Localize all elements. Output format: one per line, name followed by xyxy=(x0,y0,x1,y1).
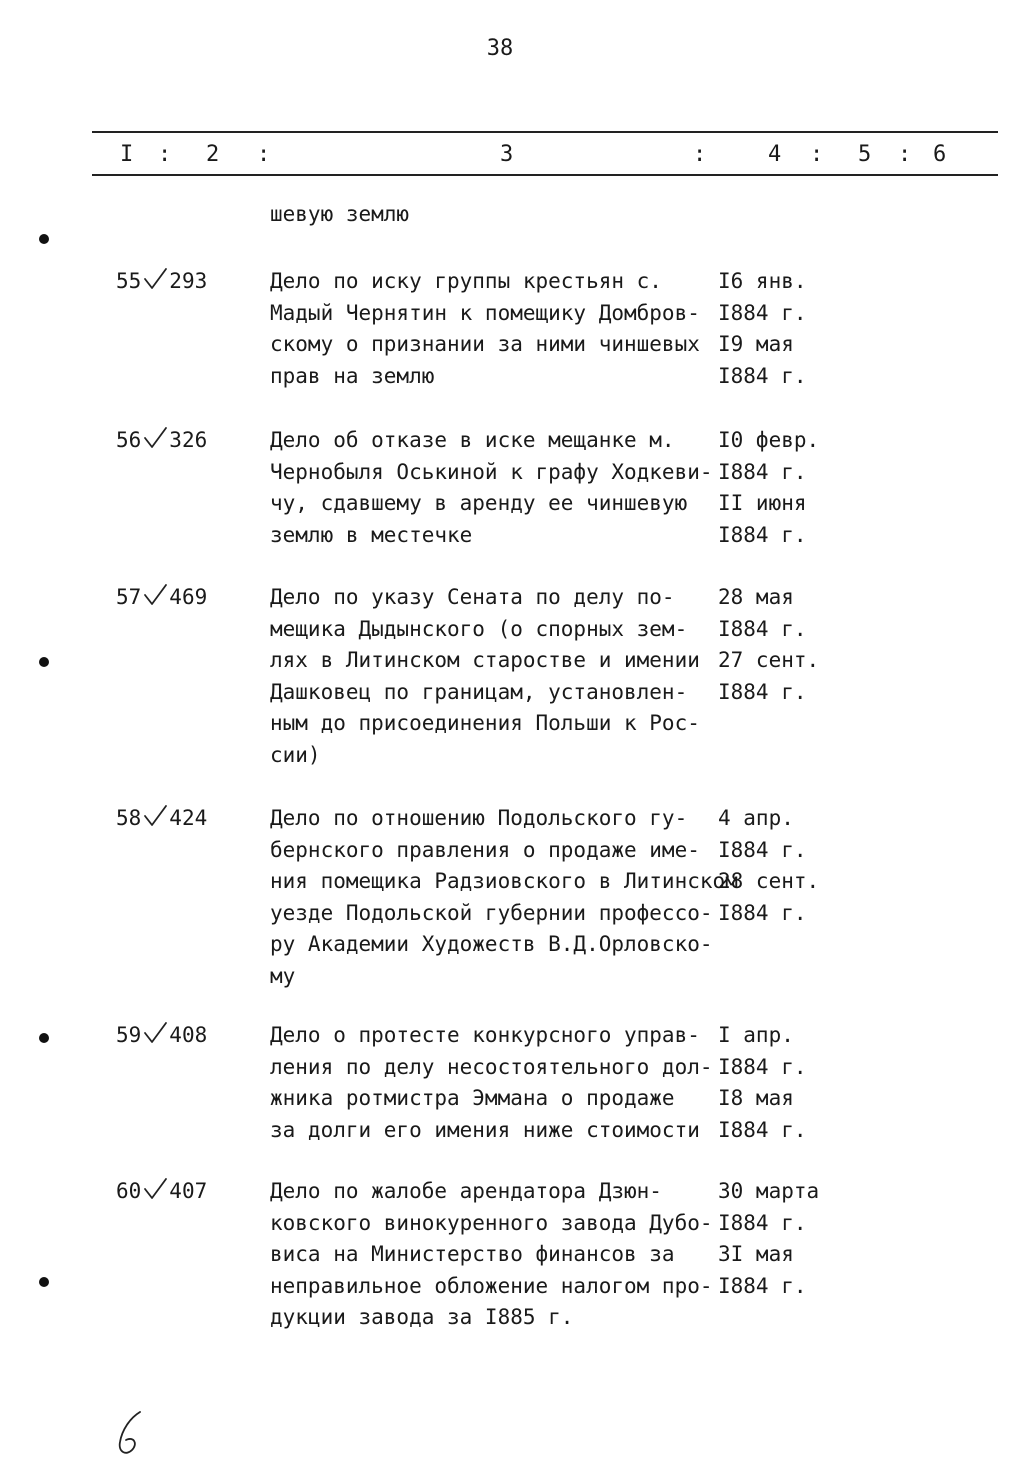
punch-hole xyxy=(39,1033,49,1043)
date-line: I884 г. xyxy=(718,1054,807,1079)
description-line: му xyxy=(270,963,296,988)
date-line: I884 г. xyxy=(718,363,807,388)
header-sep-4: : xyxy=(810,142,824,167)
punch-hole xyxy=(39,657,49,667)
date-line: I884 г. xyxy=(718,616,807,641)
checkmark-icon xyxy=(142,266,168,292)
entry-number: 58 xyxy=(116,806,142,830)
entry-number-cell xyxy=(116,425,207,456)
entry-number: 60 xyxy=(116,1179,142,1203)
entry-description xyxy=(270,1176,720,1334)
header-sep-2: : xyxy=(257,142,271,167)
table-header-top-rule xyxy=(92,131,998,133)
checkmark-icon xyxy=(142,1020,168,1046)
description-line: ления по делу несостоятельного дол- xyxy=(270,1054,713,1079)
date-line: I884 г. xyxy=(718,1117,807,1142)
checkmark-icon xyxy=(142,582,168,608)
header-sep-1: : xyxy=(158,142,172,167)
handwritten-b-glyph xyxy=(112,1408,152,1458)
entry-number: 59 xyxy=(116,1023,142,1047)
file-number: 293 xyxy=(169,269,208,293)
entry-dates xyxy=(718,582,878,708)
punch-hole xyxy=(39,234,49,244)
checkmark-icon xyxy=(142,803,168,829)
date-line: 30 марта xyxy=(718,1179,820,1203)
page-number: 38 xyxy=(486,36,514,61)
date-line: II июня xyxy=(718,491,807,515)
description-line: мещика Дыдынского (о спорных зем- xyxy=(270,616,688,641)
entry-number-cell xyxy=(116,266,207,297)
entry-number-cell xyxy=(116,1176,207,1207)
description-line: чу, сдавшему в аренду ее чиншевую xyxy=(270,491,688,515)
date-line: 28 сент. xyxy=(718,869,820,893)
description-line: ния помещика Радзиовского в Литинском xyxy=(270,869,738,893)
header-col-1: I xyxy=(120,142,134,167)
header-col-2: 2 xyxy=(206,142,220,167)
description-line: Чернобыля Оськиной к графу Ходкеви- xyxy=(270,459,713,484)
header-col-4: 4 xyxy=(768,142,782,167)
description-line: прав на землю xyxy=(270,363,435,388)
description-line: уезде Подольской губернии профессо- xyxy=(270,900,713,925)
date-line: 28 мая xyxy=(718,585,794,609)
description-line: жника ротмистра Эммана о продаже xyxy=(270,1086,675,1110)
description-line: неправильное обложение налогом про- xyxy=(270,1273,713,1298)
entry-dates xyxy=(718,1020,878,1146)
date-line: I0 февр. xyxy=(718,428,820,452)
date-line: I8 мая xyxy=(718,1086,794,1110)
header-col-3: 3 xyxy=(500,142,514,167)
entry-dates xyxy=(718,266,878,392)
date-line: I884 г. xyxy=(718,1273,807,1298)
description-line: Мадый Чернятин к помещику Домбров- xyxy=(270,300,700,325)
entry-dates xyxy=(718,1176,878,1302)
table-header-bottom-rule xyxy=(92,174,998,176)
entry-description xyxy=(270,803,738,992)
description-line: сии) xyxy=(270,742,321,767)
date-line: I884 г. xyxy=(718,1210,807,1235)
description-line: Дело по жалобе арендатора Дзюн- xyxy=(270,1179,662,1203)
date-line: 27 сент. xyxy=(718,648,820,672)
description-line: Дело об отказе в иске мещанке м. xyxy=(270,428,675,452)
date-line: 4 апр. xyxy=(718,806,794,830)
date-line: I884 г. xyxy=(718,300,807,325)
entry-description xyxy=(270,582,720,771)
header-col-5: 5 xyxy=(858,142,872,167)
description-line: землю в местечке xyxy=(270,522,473,547)
header-sep-5: : xyxy=(898,142,912,167)
description-line: ным до присоединения Польши к Рос- xyxy=(270,711,700,735)
entry-number: 57 xyxy=(116,585,142,609)
entry-description xyxy=(270,425,720,551)
header-sep-3: : xyxy=(693,142,707,167)
header-col-6: 6 xyxy=(933,142,947,167)
checkmark-icon xyxy=(142,1176,168,1202)
description-line: лях в Литинском старостве и имении xyxy=(270,648,700,672)
date-line: I884 г. xyxy=(718,522,807,547)
description-line: Дело по отношению Подольского гу- xyxy=(270,806,688,830)
entry-dates xyxy=(718,803,878,929)
description-line: скому о признании за ними чиншевых xyxy=(270,332,700,356)
file-number: 407 xyxy=(169,1179,208,1203)
description-line: Дело о протесте конкурсного управ- xyxy=(270,1023,700,1047)
file-number: 424 xyxy=(169,806,208,830)
entry-description xyxy=(270,1020,720,1146)
description-line: за долги его имения ниже стоимости xyxy=(270,1117,700,1142)
description-line: ру Академии Художеств В.Д.Орловско- xyxy=(270,932,713,956)
entry-number: 55 xyxy=(116,269,142,293)
date-line: I6 янв. xyxy=(718,269,807,293)
handwritten-mark xyxy=(112,1408,152,1458)
file-number: 326 xyxy=(169,428,208,452)
description-line: виса на Министерство финансов за xyxy=(270,1242,675,1266)
continuation-text: шевую землю xyxy=(270,202,410,226)
entry-number-cell xyxy=(116,803,207,834)
entry-dates xyxy=(718,425,878,551)
date-line: I884 г. xyxy=(718,837,807,862)
description-line: ковского винокуренного завода Дубо- xyxy=(270,1210,713,1235)
file-number: 469 xyxy=(169,585,208,609)
description-line: Дело по иску группы крестьян с. xyxy=(270,269,662,293)
description-line: бернского правления о продаже име- xyxy=(270,837,700,862)
entry-number-cell xyxy=(116,1020,207,1051)
entry-description xyxy=(270,266,720,392)
file-number: 408 xyxy=(169,1023,208,1047)
description-line: дукции завода за I885 г. xyxy=(270,1305,574,1329)
date-line: I884 г. xyxy=(718,900,807,925)
description-line: Дело по указу Сената по делу по- xyxy=(270,585,675,609)
checkmark-icon xyxy=(142,425,168,451)
entry-number: 56 xyxy=(116,428,142,452)
date-line: 3I мая xyxy=(718,1242,794,1266)
date-line: I апр. xyxy=(718,1023,794,1047)
date-line: I884 г. xyxy=(718,679,807,704)
date-line: I9 мая xyxy=(718,332,794,356)
date-line: I884 г. xyxy=(718,459,807,484)
punch-hole xyxy=(39,1277,49,1287)
entry-number-cell xyxy=(116,582,207,613)
description-line: Дашковец по границам, установлен- xyxy=(270,679,688,704)
